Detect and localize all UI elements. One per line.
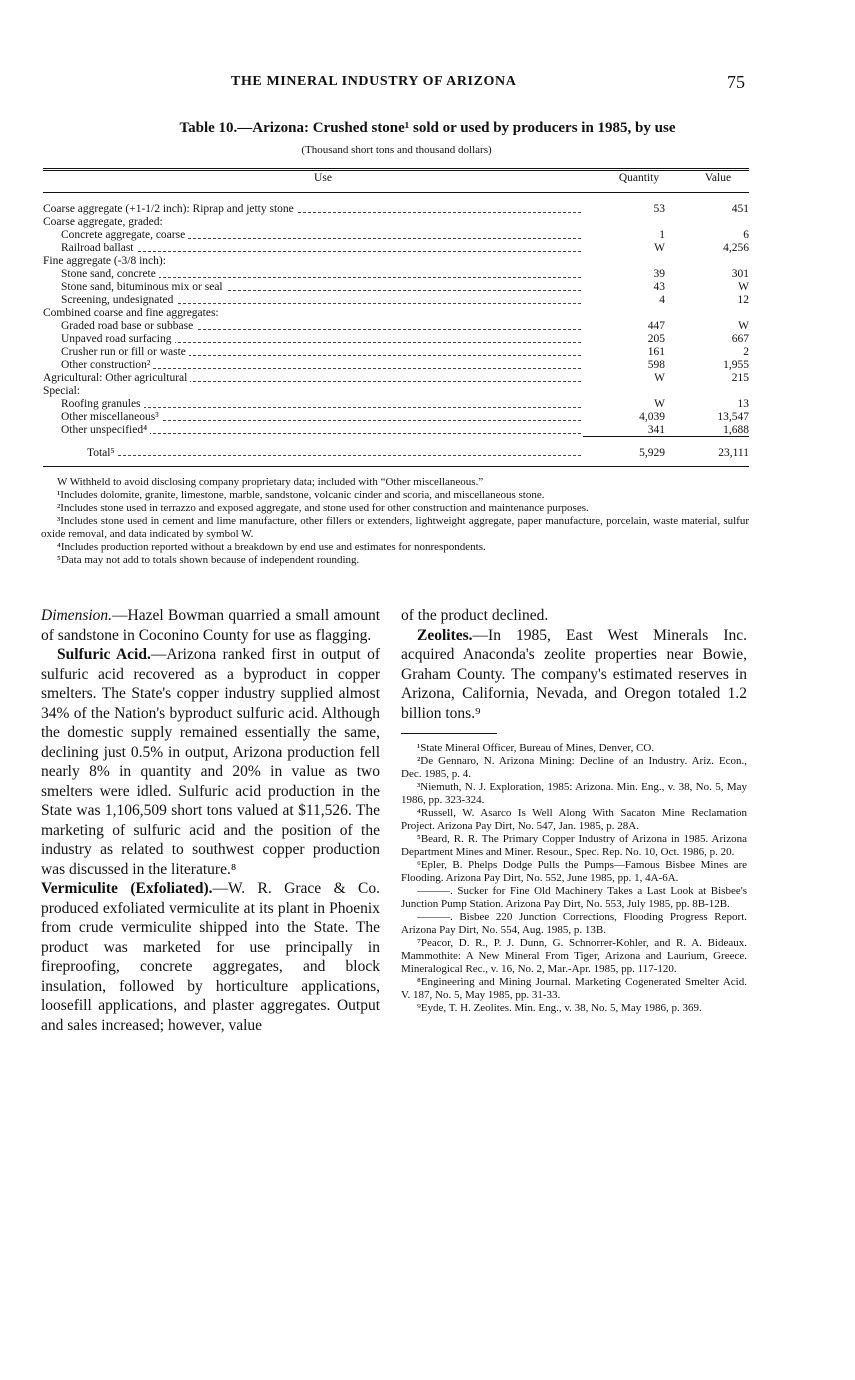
row-value: 12 xyxy=(737,294,749,306)
row-value: W xyxy=(738,320,749,332)
table-note: ⁴Includes production reported without a breakdown by end use and estimates for nonrespondents. xyxy=(57,541,486,553)
row-label: Crusher run or fill or waste xyxy=(61,346,189,359)
table-note: ⁵Data may not add to totals shown because of independent rounding. xyxy=(57,554,360,566)
row-value: 215 xyxy=(731,372,749,384)
row-quantity: 39 xyxy=(653,268,665,280)
row-label: Graded road base or subbase xyxy=(61,320,196,333)
paragraph-vermiculite xyxy=(41,879,380,1035)
table-row xyxy=(43,294,749,307)
row-label: Coarse aggregate (+1-1/2 inch): Riprap and jetty stone xyxy=(43,203,297,216)
row-value: 13,547 xyxy=(717,411,749,423)
footnote: ³Niemuth, N. J. Exploration, 1985: Arizona. Min. Eng., v. 38, No. 5, May 1986, pp. 323-324. xyxy=(401,781,747,806)
row-label: Combined coarse and fine aggregates: xyxy=(43,307,222,320)
row-value: 13 xyxy=(737,398,749,410)
row-label: Stone sand, bituminous mix or seal xyxy=(61,281,226,294)
column-header-value: Value xyxy=(704,172,732,184)
table-note: ²Includes stone used in terrazzo and exposed aggregate, and stone used for other construction and maintenance purposes. xyxy=(57,502,589,514)
footnote: ²De Gennaro, N. Arizona Mining: Decline of an Industry. Ariz. Econ., Dec. 1985, p. 4. xyxy=(401,755,747,780)
leader-dots xyxy=(103,455,581,456)
text-vermiculite: —W. R. Grace & Co. produced exfoliated vermiculite at its plant in Phoenix from crude vermiculite shipped into the State. The product was marketed for use principally in fireproofing, concrete aggregates, and block insulation, followed by horticulture applications, loosefill applications, and plaster aggregates. Output and sales increased; however, value xyxy=(41,880,381,1034)
footnote: ⁸Engineering and Mining Journal. Marketing Cogenerated Smelter Acid. V. 187, No. 5, May 1985, pp. 31-33. xyxy=(401,976,747,1001)
row-label: Screening, undesignated xyxy=(61,294,176,307)
text-sulfuric-acid: —Arizona ranked first in output of sulfuric acid recovered as a byproduct in copper smelters. The State's copper industry supplied almost 34% of the Nation's byproduct sulfuric acid. Although the domestic supply remained essentially the same, declining just 0.5% in output, Arizona production fell nearly 8% in quantity and 20% in value as two smelters were idled. Sulfuric acid production in the State was 1,106,509 short tons valued at $11,526. The marketing of sulfuric acid and the position of the industry as related to southwest copper production was discussed in the literature.⁸ xyxy=(41,646,380,878)
row-quantity: 1 xyxy=(659,229,665,241)
table-row xyxy=(43,333,749,346)
total-label: Total⁵ xyxy=(87,446,117,460)
row-value: 667 xyxy=(731,333,749,345)
paragraph-zeolites xyxy=(401,626,747,724)
row-quantity: 447 xyxy=(647,320,665,332)
heading-dimension: Dimension. xyxy=(41,607,113,624)
table-row xyxy=(43,281,749,294)
row-label: Unpaved road surfacing xyxy=(61,333,175,346)
footnote: ⁹Eyde, T. H. Zeolites. Min. Eng., v. 38, No. 5, May 1986, p. 369. xyxy=(417,1002,702,1014)
heading-zeolites: Zeolites. xyxy=(417,626,473,644)
footnote: ⁴Russell, W. Asarco Is Well Along With Sacaton Mine Reclamation Project. Arizona Pay Dirt, No. 547, Jan. 1985, p. 28A. xyxy=(401,807,747,832)
table-caption: Table 10.—Arizona: Crushed stone¹ sold or used by producers in 1985, by use xyxy=(179,120,676,136)
row-quantity: 4 xyxy=(659,294,665,306)
table-row xyxy=(43,229,749,242)
running-title: THE MINERAL INDUSTRY OF ARIZONA xyxy=(231,74,517,89)
table-notes xyxy=(41,476,749,567)
table-top-rule-2 xyxy=(43,170,749,171)
table-row xyxy=(43,359,749,372)
paragraph-sulfuric-acid xyxy=(41,645,380,879)
table-row xyxy=(43,307,749,320)
page-header xyxy=(0,72,855,96)
row-quantity: 161 xyxy=(647,346,665,358)
footnote: ⁵Beard, R. R. The Primary Copper Industry of Arizona in 1985. Arizona Department Mines and Miner. Resour., Spec. Rep. No. 10, Oct. 1986, p. 20. xyxy=(401,833,747,858)
row-value: 1,688 xyxy=(723,424,749,436)
table-row xyxy=(43,411,749,424)
row-value: 301 xyxy=(731,268,749,280)
row-value: 451 xyxy=(731,203,749,215)
text-zeolites: —In 1985, East West Minerals Inc. acquired Anaconda's zeolite properties near Bowie, Graham County. The company's estimated reserves in Arizona, California, Nevada, and Oregon totaled 1.2 billion tons.⁹ xyxy=(401,626,747,722)
column-header-use: Use xyxy=(314,172,332,184)
heading-vermiculite: Vermiculite (Exfoliated). xyxy=(41,880,213,897)
table-note: ³Includes stone used in cement and lime manufacture, other fillers or extenders, lightweight aggregate, paper manufacture, porcelain, waste material, sulfur oxide removal, and data indicated by symbol W. xyxy=(41,515,749,540)
footnote-rule xyxy=(401,733,497,734)
left-column xyxy=(41,606,380,1035)
footnote: ¹State Mineral Officer, Bureau of Mines, Denver, CO. xyxy=(417,742,655,754)
row-value: W xyxy=(738,281,749,293)
row-label: Other construction² xyxy=(61,359,153,372)
table-body xyxy=(43,203,749,437)
paragraph-dimension xyxy=(41,606,380,645)
footnotes xyxy=(401,742,747,1015)
row-label: Railroad ballast xyxy=(61,242,137,255)
paragraph-vermiculite-cont: of the product declined. xyxy=(401,607,549,624)
table-row xyxy=(43,255,749,268)
row-label: Stone sand, concrete xyxy=(61,268,159,281)
footnote: ———. Sucker for Fine Old Machinery Takes a Last Look at Bisbee's Junction Pump Station. Arizona Pay Dirt, No. 553, July 1985, pp. 8B-12B. xyxy=(401,885,747,910)
footnote: ⁶Epler, B. Phelps Dodge Pulls the Pumps—Famous Bisbee Mines are Flooding. Arizona Pay Dirt, No. 552, June 1985, pp. 1, 4A-6A. xyxy=(401,859,747,884)
table-note: ¹Includes dolomite, granite, limestone, marble, sandstone, volcanic cinder and scoria, and miscellaneous stone. xyxy=(57,489,545,501)
page-number: 75 xyxy=(727,72,745,92)
row-quantity: 205 xyxy=(647,333,665,345)
table-note: W Withheld to avoid disclosing company proprietary data; included with “Other miscellaneous.” xyxy=(57,476,484,488)
row-label: Special: xyxy=(43,385,83,398)
text-dimension: —Hazel Bowman quarried a small amount of sandstone in Coconino County for use as flagging. xyxy=(41,607,380,644)
row-quantity: 341 xyxy=(647,424,665,436)
row-quantity: 4,039 xyxy=(639,411,665,423)
row-value: 2 xyxy=(743,346,749,358)
row-quantity: 43 xyxy=(653,281,665,293)
row-quantity: W xyxy=(654,372,665,384)
row-value: 1,955 xyxy=(723,359,749,371)
column-header-quantity: Quantity xyxy=(618,172,660,184)
row-quantity: W xyxy=(654,398,665,410)
table-row xyxy=(43,398,749,411)
table-subtitle: (Thousand short tons and thousand dollars) xyxy=(301,144,492,156)
row-label: Concrete aggregate, coarse xyxy=(61,229,188,242)
row-label: Agricultural: Other agricultural xyxy=(43,372,190,385)
total-rule xyxy=(583,436,749,437)
table-row xyxy=(43,385,749,398)
row-value: 4,256 xyxy=(723,242,749,254)
footnote: ⁷Peacor, D. R., P. J. Dunn, G. Schnorrer-Kohler, and R. A. Bideaux. Mammothite: A New Mineral From Tiger, Arizona and Laurium, Greece. Mineralogical Rec., v. 16, No. 2, Mar.-Apr. 1985, pp. 117-120. xyxy=(401,937,747,975)
table-top-rule xyxy=(43,168,749,169)
row-quantity: 53 xyxy=(653,203,665,215)
total-quantity: 5,929 xyxy=(639,447,665,459)
row-label: Coarse aggregate, graded: xyxy=(43,216,166,229)
row-label: Other unspecified⁴ xyxy=(61,424,150,437)
row-label: Fine aggregate (-3/8 inch): xyxy=(43,255,169,268)
leader-dots xyxy=(63,251,581,252)
row-label: Other miscellaneous³ xyxy=(61,411,162,424)
table-header xyxy=(43,172,749,192)
table-row xyxy=(43,268,749,281)
heading-sulfuric-acid: Sulfuric Acid. xyxy=(57,646,151,663)
right-column xyxy=(401,606,747,1015)
table-row xyxy=(43,346,749,359)
table-row xyxy=(43,242,749,255)
header-bottom-rule xyxy=(43,192,749,193)
row-quantity: 598 xyxy=(647,359,665,371)
table-row xyxy=(43,216,749,229)
table-bottom-rule xyxy=(43,466,749,467)
footnote: ———. Bisbee 220 Junction Corrections, Flooding Progress Report. Arizona Pay Dirt, No. 554, Aug. 1985, p. 13B. xyxy=(401,911,747,936)
table-row xyxy=(43,372,749,385)
table-row xyxy=(43,320,749,333)
row-value: 6 xyxy=(743,229,749,241)
row-label: Roofing granules xyxy=(61,398,144,411)
table-total-row xyxy=(43,446,749,460)
row-quantity: W xyxy=(654,242,665,254)
table-row xyxy=(43,203,749,216)
total-value: 23,111 xyxy=(718,447,749,459)
